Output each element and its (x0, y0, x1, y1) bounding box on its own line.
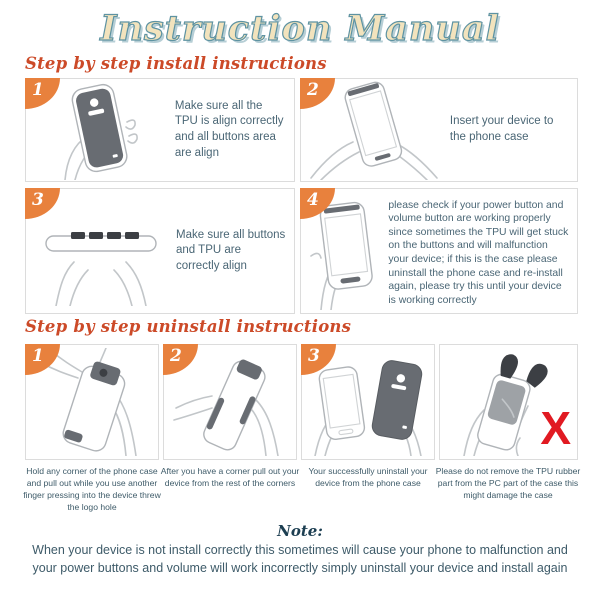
step-text: Insert your device to the phone case (449, 115, 554, 143)
uninstall-section-heading: Step by step uninstall instructions (25, 317, 352, 336)
uninstall-step-3-panel (301, 344, 435, 460)
step-text: please check if your power button and volume button are working properly since sometimes the TPU will get stuck on the buttons and will malfunction your device; if this is the case please uninstall the phone case and re-install again, please try this until your device is working correctly (388, 199, 569, 306)
uninstall-warning-panel (439, 344, 578, 460)
install-step-2-panel (300, 78, 578, 182)
install-step-4-panel (300, 188, 578, 314)
uninstall-step-2-panel (163, 344, 297, 460)
uninstall-step-1-caption: Hold any corner of the phone case and pull out while you use another finger pressing into the device threw the logo hole (23, 466, 161, 513)
red-x-mark: X (540, 402, 571, 454)
note-text: When your device is not install correctly this sometimes will cause your phone to malfunction and your power buttons and volume will work incorrectly simply uninstall your device and install again (32, 543, 568, 575)
step-number-badge: 2 (300, 78, 335, 109)
install-section-heading: Step by step install instructions (25, 54, 327, 73)
uninstall-step-1-panel (25, 344, 159, 460)
step-number-badge: 3 (25, 188, 60, 219)
step-number-badge: 1 (25, 78, 60, 109)
uninstall-step-2-caption: After you have a corner pull out your device from the rest of the corners (160, 466, 300, 489)
step-text: Make sure all the TPU is align correctly and all buttons area are align (174, 99, 284, 159)
step-number-badge: 1 (25, 344, 60, 375)
uninstall-step-3-caption: Your successfully uninstall your device from the phone case (308, 466, 428, 489)
note-label: Note: (277, 522, 323, 540)
step-number-badge: 2 (163, 344, 198, 375)
buttons-alignment-illustration (26, 196, 176, 306)
install-step-3-panel (25, 188, 295, 314)
step-text: Make sure all buttons and TPU are correctly align (176, 228, 286, 272)
hand-holding-case-illustration (35, 80, 165, 180)
step-number-badge: 4 (300, 188, 335, 219)
page-title: Instruction Manual (100, 8, 500, 49)
step-number-badge: 3 (301, 344, 336, 375)
uninstall-warning-caption: Please do not remove the TPU rubber part from the PC part of the case this might damage the case (435, 466, 581, 501)
install-step-1-panel (25, 78, 295, 182)
